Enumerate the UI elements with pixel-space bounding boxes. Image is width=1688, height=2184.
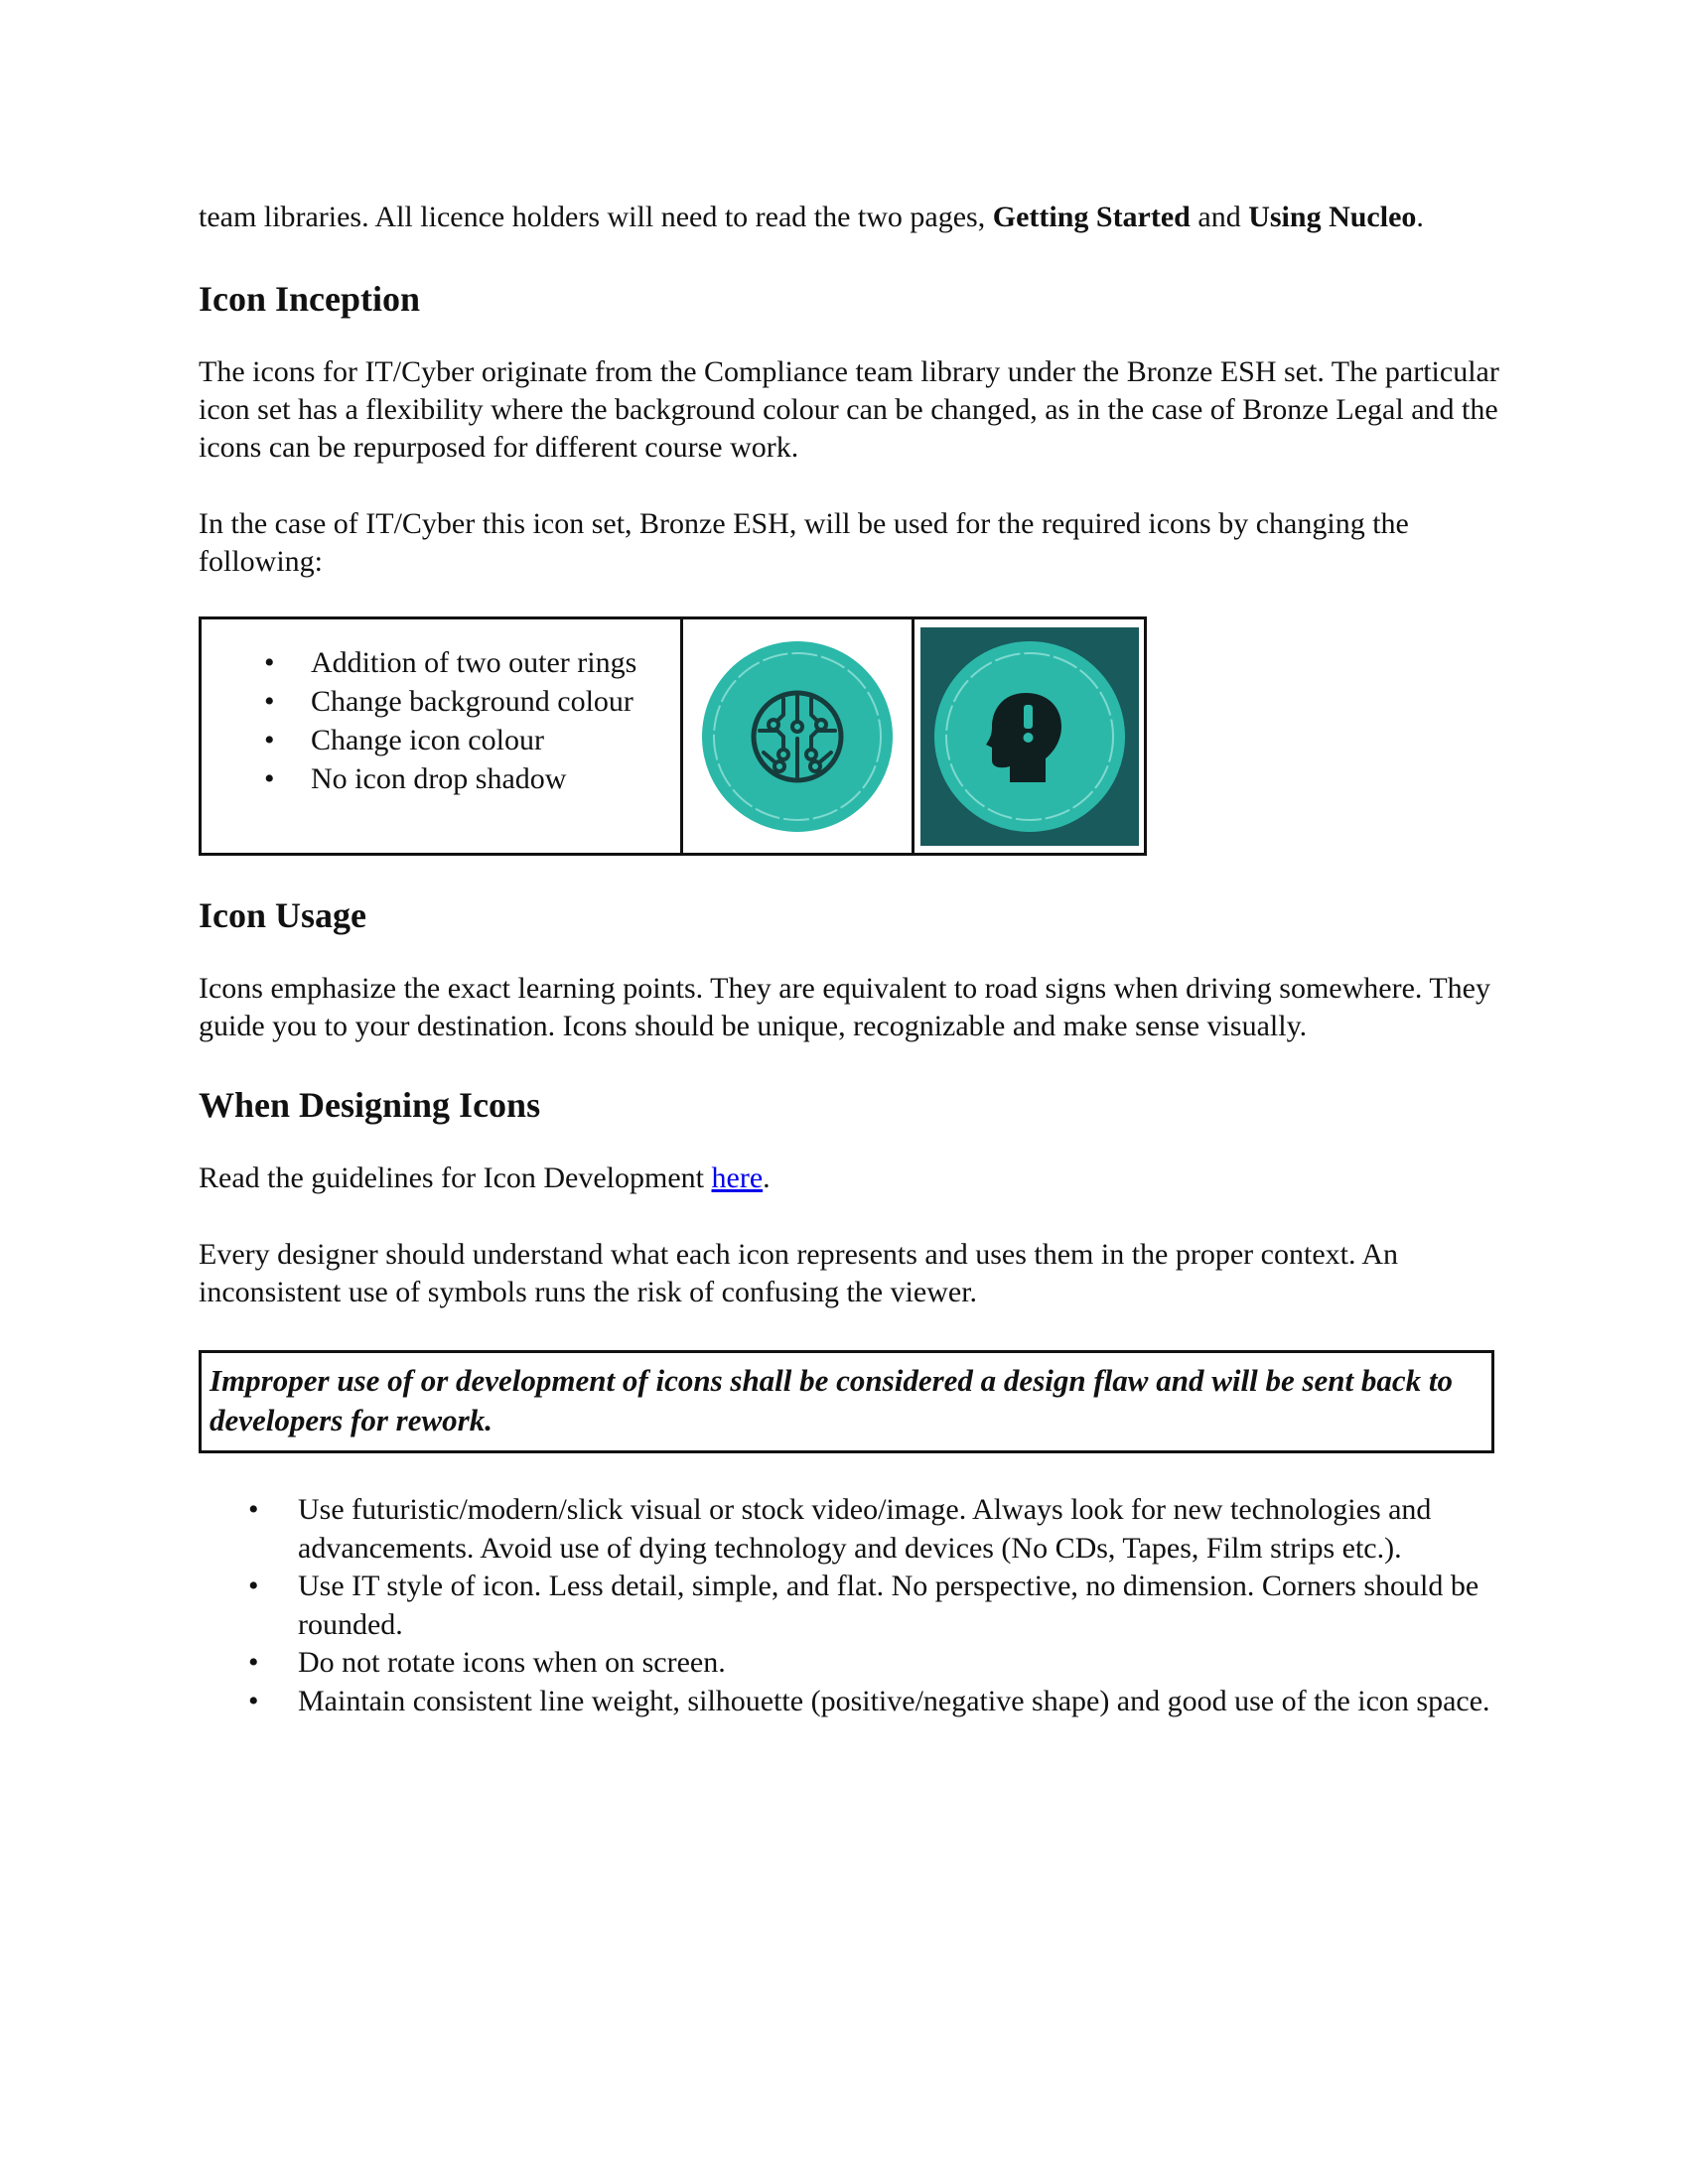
designing-icons-heading: When Designing Icons bbox=[199, 1085, 541, 1125]
changes-list-cell bbox=[202, 619, 683, 853]
design-rules-list bbox=[199, 1491, 1499, 1720]
design-rule-item: • Use IT style of icon. Less detail, simple, and flat. No perspective, no dimension. Corners should be rounded. bbox=[298, 1568, 1499, 1644]
inception-paragraph-2: In the case of IT/Cyber this icon set, Bronze ESH, will be used for the required icons by changing the following: bbox=[199, 507, 1409, 578]
document-page bbox=[199, 189, 1499, 1720]
getting-started-ref: Getting Started bbox=[992, 201, 1191, 233]
designer-paragraph: Every designer should understand what each icon represents and uses them in the proper context. An inconsistent use of symbols runs the risk of confusing the viewer. bbox=[199, 1238, 1398, 1308]
intro-text-mid: and bbox=[1190, 201, 1249, 233]
icon-sample-cell-2 bbox=[914, 619, 1144, 853]
change-item: • Change background colour bbox=[311, 682, 680, 721]
inception-paragraph-1: The icons for IT/Cyber originate from the Compliance team library under the Bronze ESH set. The particular icon set has a flexibility where the background colour can be changed, as in the case of Bronze Legal and the icons can be repurposed for different course work. bbox=[199, 355, 1499, 464]
intro-text: team libraries. All licence holders will need to read the two pages, bbox=[199, 201, 993, 233]
change-item: • Change icon colour bbox=[311, 721, 680, 759]
usage-paragraph: Icons emphasize the exact learning points. They are equivalent to road signs when driving somewhere. They guide you to your destination. Icons should be unique, recognizable and make sense visually. bbox=[199, 972, 1491, 1042]
icon-usage-heading: Icon Usage bbox=[199, 895, 366, 935]
change-item: • Addition of two outer rings bbox=[311, 643, 680, 682]
alert-head-icon bbox=[920, 627, 1139, 846]
circuit-head-icon bbox=[700, 639, 895, 834]
icon-inception-heading: Icon Inception bbox=[199, 279, 421, 319]
design-rule-item: • Do not rotate icons when on screen. bbox=[298, 1644, 1499, 1683]
design-flaw-note bbox=[199, 1350, 1494, 1453]
changes-list bbox=[202, 643, 680, 798]
guidelines-paragraph bbox=[199, 1160, 1499, 1197]
design-rule-item: • Use futuristic/modern/slick visual or stock video/image. Always look for new technologies and advancements. Avoid use of dying technology and devices (No CDs, Tapes, Film strips etc.). bbox=[298, 1491, 1499, 1568]
change-item: • No icon drop shadow bbox=[311, 759, 680, 798]
using-nucleo-ref: Using Nucleo bbox=[1248, 201, 1417, 233]
icon-sample-cell-1 bbox=[683, 619, 914, 853]
design-rule-item: • Maintain consistent line weight, silhouette (positive/negative shape) and good use of the icon space. bbox=[298, 1683, 1499, 1721]
guidelines-link[interactable]: here bbox=[711, 1161, 764, 1194]
intro-text-end: . bbox=[1416, 201, 1424, 233]
guidelines-end: . bbox=[763, 1161, 771, 1194]
intro-paragraph bbox=[199, 199, 1499, 236]
guidelines-text: Read the guidelines for Icon Development bbox=[199, 1161, 712, 1194]
icon-changes-table bbox=[199, 616, 1147, 856]
design-flaw-note-text: Improper use of or development of icons shall be considered a design flaw and will be sent back to developers for rework. bbox=[210, 1363, 1454, 1437]
